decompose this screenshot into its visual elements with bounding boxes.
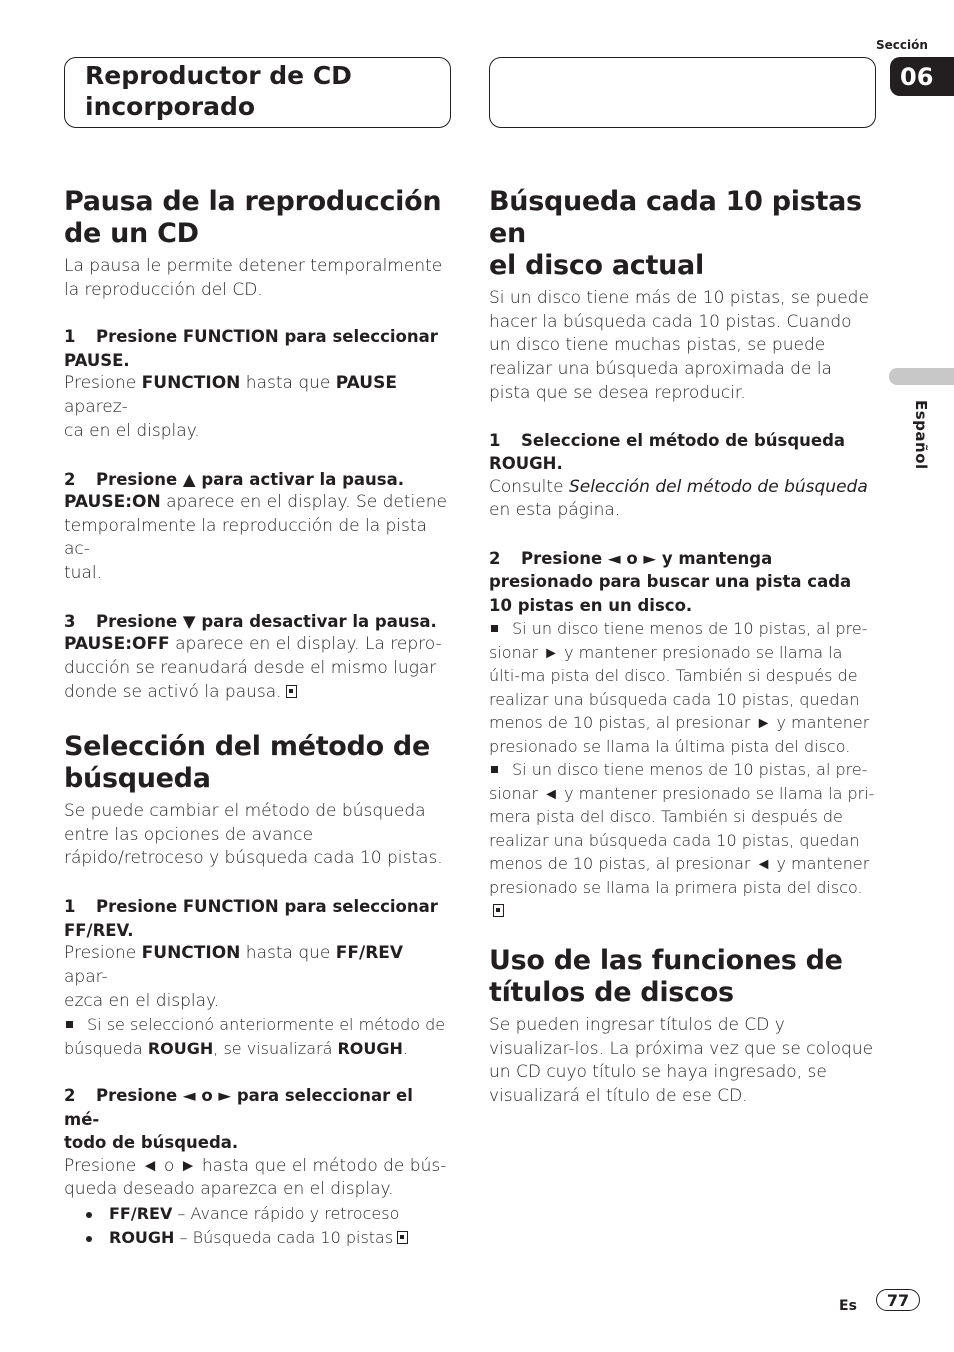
titles-intro: Se pueden ingresar títulos de CD y visualizar-los. La próxima vez que se coloque un CD cuyo título se haya ingresado, se visualizará el título de ese CD. [489, 1015, 874, 1107]
search-method-step-1: 1 Presione FUNCTION para seleccionar FF/REV. [64, 897, 438, 940]
pause-step-3: 3 Presione ▼ para desactivar la pausa. [64, 611, 437, 631]
search10-note-2: Si un disco tiene menos de 10 pistas, al pre-sionar ◄ y mantener presionado se llama la pri-mera pista del disco. También si después de realizar una búsqueda cada 10 pistas, quedan menos de 10 pistas, al presionar ◄ y mantener presionado se llama la primera pista del disco. [489, 758, 875, 923]
pause-intro: La pausa le permite detener temporalmente la reproducción del CD. [64, 256, 443, 300]
search10-note-1: Si un disco tiene menos de 10 pistas, al pre-sionar ► y mantener presionado se llama la últi-ma pista del disco. También si después de realizar una búsqueda cada 10 pistas, quedan menos de 10 pistas, al presionar ► y mantener presionado se llama la última pista del disco. [489, 619, 870, 756]
section-number-tab: 06 [890, 57, 954, 96]
pause-step-1-body: Presione FUNCTION hasta que PAUSE aparez- ca en el display. [64, 373, 397, 441]
chapter-header [64, 57, 451, 128]
search-method-step-1-body: Presione FUNCTION hasta que FF/REV apar- ezca en el display. [64, 943, 404, 1011]
list-item: ROUGH – Búsqueda cada 10 pistas [86, 1226, 450, 1250]
section-titles [489, 945, 875, 1109]
search-method-options [64, 1202, 450, 1250]
pause-step-3-body: PAUSE:OFF aparece en el display. La repro- ducción se reanudará desde el mismo lugar donde se activó la pausa. [64, 634, 442, 702]
pause-step-2-body: PAUSE:ON aparece en el display. Se detiene temporalmente la reproducción de la pista ac- tual. [64, 492, 447, 584]
language-tab-label: Español [912, 400, 930, 470]
footer-language: Es [839, 1298, 857, 1314]
end-mark-icon [397, 1231, 408, 1244]
search10-step-1: 1 Seleccione el método de búsqueda ROUGH. [489, 430, 846, 474]
pause-heading: Pausa de la reproducción de un CD [64, 186, 442, 249]
section-search-method [64, 731, 450, 1250]
titles-heading: Uso de las funciones de títulos de discos [489, 945, 843, 1008]
end-mark-icon [493, 904, 504, 917]
search10-step-2: 2 Presione ◄ o ► y mantenga presionado para buscar una pista cada 10 pistas en un disco. [489, 548, 852, 615]
section-search10 [489, 186, 875, 923]
section-label: Sección [876, 38, 928, 52]
pause-step-2: 2 Presione ▲ para activar la pausa. [64, 469, 404, 489]
section-pause [64, 186, 450, 704]
language-tab-bar [889, 368, 954, 385]
note-square-icon [491, 766, 498, 773]
search-method-step-2: 2 Presione ◄ o ► para seleccionar el mé- todo de búsqueda. [64, 1086, 413, 1153]
search10-intro: Si un disco tiene más de 10 pistas, se puede hacer la búsqueda cada 10 pistas. Cuando un disco tiene muchas pistas, se puede realizar una búsqueda aproximada de la pista que se desea reproducir. [489, 288, 869, 403]
search10-step-1-body: Consulte Selección del método de búsqueda en esta página. [489, 476, 868, 521]
search-method-step-2-body: Presione ◄ o ► hasta que el método de bús-queda deseado aparezca en el display. [64, 1155, 447, 1200]
end-mark-icon [286, 685, 297, 698]
note-square-icon [66, 1021, 73, 1028]
page-number: 77 [876, 1289, 920, 1311]
search-method-heading: Selección del método de búsqueda [64, 731, 430, 794]
search10-heading: Búsqueda cada 10 pistas en el disco actual [489, 186, 862, 281]
search-method-intro: Se puede cambiar el método de búsqueda entre las opciones de avance rápido/retroceso y búsqueda cada 10 pistas. [64, 801, 443, 869]
list-item: FF/REV – Avance rápido y retroceso [86, 1202, 450, 1226]
note-square-icon [491, 625, 498, 632]
header-empty-box [489, 57, 876, 128]
search-method-note: Si se seleccionó anteriormente el método de búsqueda ROUGH, se visualizará ROUGH. [64, 1015, 446, 1058]
chapter-title-line2: incorporado [85, 92, 256, 121]
chapter-title-line1: Reproductor de CD [85, 61, 352, 90]
pause-step-1: 1 Presione FUNCTION para seleccionar PAUSE. [64, 327, 438, 370]
